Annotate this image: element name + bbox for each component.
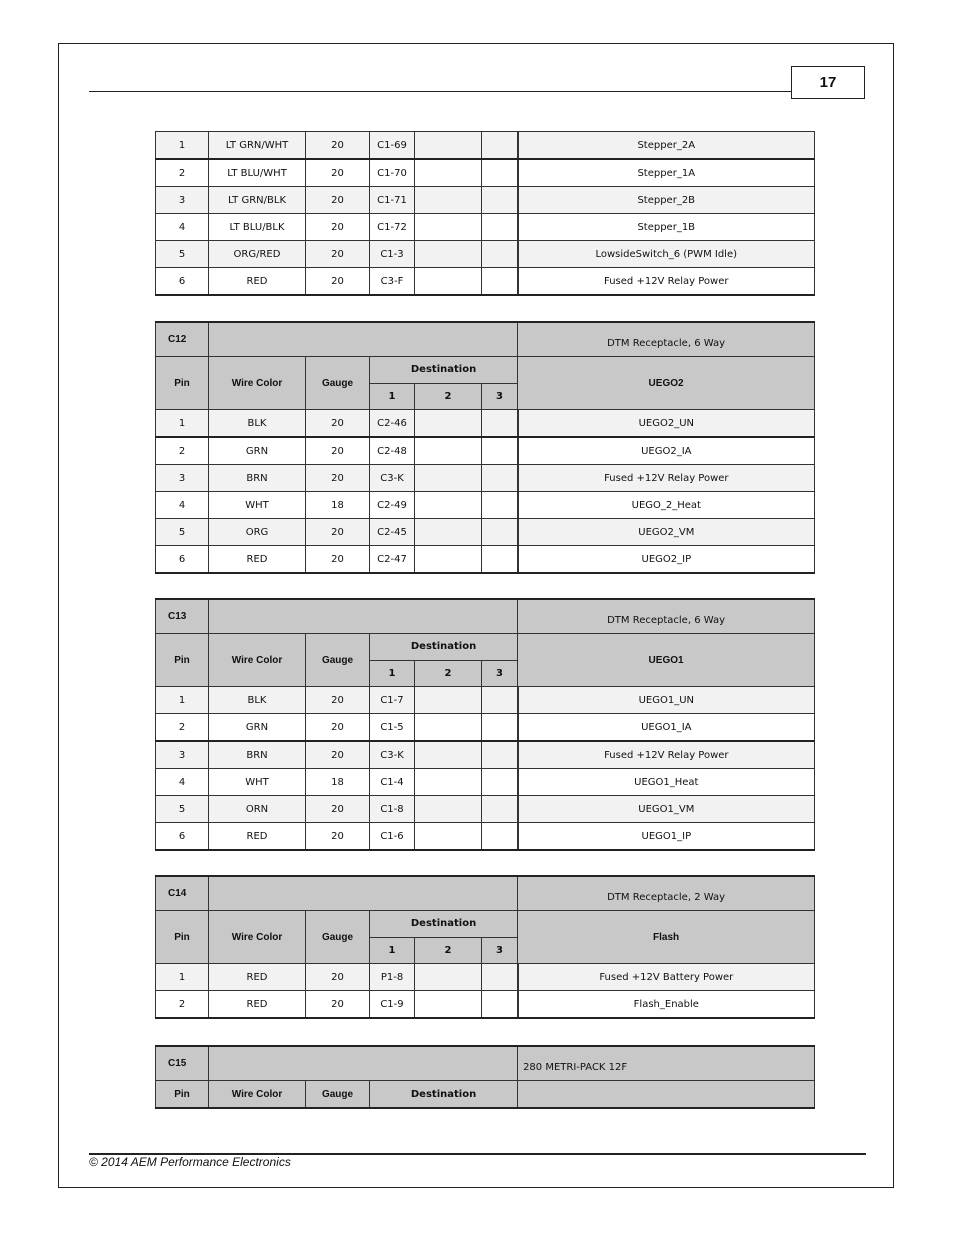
wire-color-header: Wire Color	[209, 357, 306, 410]
description-cell: Fused +12V Relay Power	[518, 465, 815, 492]
pin-cell: 3	[156, 465, 209, 492]
pin-cell: 6	[156, 546, 209, 574]
wire-color-cell: GRN	[209, 714, 306, 742]
pin-header: Pin	[156, 357, 209, 410]
table-row	[156, 268, 815, 296]
gauge-header: Gauge	[306, 357, 370, 410]
pinout-table-continued	[155, 131, 815, 296]
description-cell: UEGO1_Heat	[518, 769, 815, 796]
receptacle-type: DTM Receptacle, 6 Way	[518, 322, 815, 357]
description-cell: UEGO1_IA	[518, 714, 815, 742]
wire-color-cell: LT GRN/WHT	[209, 132, 306, 160]
gauge-cell: 20	[306, 964, 370, 991]
gauge-cell: 18	[306, 769, 370, 796]
destination-2-cell	[415, 187, 482, 214]
destination-3-cell	[482, 132, 518, 160]
pin-cell: 2	[156, 159, 209, 187]
destination-3-cell	[482, 687, 518, 714]
table-row	[156, 241, 815, 268]
gauge-header: Gauge	[306, 1081, 370, 1109]
destination-3-cell	[482, 714, 518, 742]
connector-id: C14	[156, 876, 209, 911]
description-cell: Fused +12V Relay Power	[518, 268, 815, 296]
destination-1-cell: C1-70	[370, 159, 415, 187]
table-row	[156, 465, 815, 492]
destination-3-cell	[482, 796, 518, 823]
description-cell: Fused +12V Battery Power	[518, 964, 815, 991]
destination-2-cell	[415, 465, 482, 492]
destination-1-cell: C1-9	[370, 991, 415, 1019]
pin-cell: 1	[156, 132, 209, 160]
wire-color-cell: RED	[209, 991, 306, 1019]
table-row	[156, 964, 815, 991]
receptacle-type: 280 METRI-PACK 12F	[518, 1046, 815, 1081]
gauge-cell: 20	[306, 991, 370, 1019]
destination-header: Destination	[370, 911, 518, 938]
destination-1-cell: C2-45	[370, 519, 415, 546]
pinout-table-c13	[155, 598, 815, 851]
description-cell: Stepper_2A	[518, 132, 815, 160]
header-spacer	[209, 1046, 518, 1081]
destination-1-cell: C1-3	[370, 241, 415, 268]
destination-1-header: 1	[370, 937, 415, 964]
destination-1-cell: C2-48	[370, 437, 415, 465]
page-number: 17	[791, 66, 865, 99]
gauge-cell: 20	[306, 714, 370, 742]
pin-cell: 4	[156, 214, 209, 241]
pin-header: Pin	[156, 1081, 209, 1109]
table-row	[156, 823, 815, 851]
pin-cell: 4	[156, 769, 209, 796]
wire-color-cell: BRN	[209, 465, 306, 492]
pin-cell: 1	[156, 410, 209, 438]
description-cell: UEGO1_IP	[518, 823, 815, 851]
table-row	[156, 410, 815, 438]
destination-1-cell: C1-4	[370, 769, 415, 796]
gauge-cell: 20	[306, 187, 370, 214]
destination-1-cell: C3-K	[370, 741, 415, 769]
description-cell: Stepper_2B	[518, 187, 815, 214]
destination-header: Destination	[370, 1081, 518, 1109]
table-row	[156, 796, 815, 823]
pin-cell: 2	[156, 714, 209, 742]
table-row	[156, 492, 815, 519]
pin-cell: 6	[156, 268, 209, 296]
wire-color-cell: RED	[209, 964, 306, 991]
header-spacer	[209, 876, 518, 911]
gauge-cell: 20	[306, 268, 370, 296]
header-spacer	[209, 322, 518, 357]
destination-1-cell: C1-69	[370, 132, 415, 160]
destination-2-cell	[415, 492, 482, 519]
wire-color-header: Wire Color	[209, 634, 306, 687]
function-header: UEGO2	[518, 357, 815, 410]
table-row	[156, 214, 815, 241]
destination-header: Destination	[370, 634, 518, 661]
connector-id: C15	[156, 1046, 209, 1081]
receptacle-type: DTM Receptacle, 6 Way	[518, 599, 815, 634]
wire-color-cell: RED	[209, 268, 306, 296]
description-cell: Stepper_1B	[518, 214, 815, 241]
gauge-cell: 20	[306, 214, 370, 241]
wire-color-cell: GRN	[209, 437, 306, 465]
destination-1-header: 1	[370, 383, 415, 410]
description-cell: LowsideSwitch_6 (PWM Idle)	[518, 241, 815, 268]
wire-color-cell: BLK	[209, 410, 306, 438]
gauge-cell: 20	[306, 519, 370, 546]
destination-1-cell: C3-K	[370, 465, 415, 492]
destination-2-header: 2	[415, 937, 482, 964]
destination-2-cell	[415, 823, 482, 851]
pinout-table-c12	[155, 321, 815, 574]
destination-2-cell	[415, 241, 482, 268]
pin-header: Pin	[156, 911, 209, 964]
destination-3-cell	[482, 519, 518, 546]
pin-cell: 2	[156, 991, 209, 1019]
gauge-cell: 20	[306, 410, 370, 438]
destination-3-cell	[482, 187, 518, 214]
destination-3-cell	[482, 241, 518, 268]
destination-3-cell	[482, 546, 518, 574]
gauge-cell: 20	[306, 741, 370, 769]
destination-3-cell	[482, 159, 518, 187]
footer-copyright: © 2014 AEM Performance Electronics	[89, 1155, 291, 1169]
destination-2-cell	[415, 546, 482, 574]
destination-3-cell	[482, 410, 518, 438]
wire-color-cell: ORG	[209, 519, 306, 546]
gauge-cell: 20	[306, 687, 370, 714]
header-rule	[89, 91, 791, 92]
destination-2-cell	[415, 519, 482, 546]
description-cell: UEGO_2_Heat	[518, 492, 815, 519]
destination-2-header: 2	[415, 660, 482, 687]
wire-color-cell: BRN	[209, 741, 306, 769]
wire-color-cell: WHT	[209, 492, 306, 519]
function-header: UEGO1	[518, 634, 815, 687]
pin-cell: 1	[156, 964, 209, 991]
destination-3-cell	[482, 823, 518, 851]
table-row	[156, 437, 815, 465]
gauge-header: Gauge	[306, 911, 370, 964]
pin-cell: 5	[156, 796, 209, 823]
wire-color-header: Wire Color	[209, 911, 306, 964]
wire-color-cell: LT BLU/WHT	[209, 159, 306, 187]
destination-3-cell	[482, 769, 518, 796]
description-cell: UEGO2_IP	[518, 546, 815, 574]
description-cell: UEGO2_IA	[518, 437, 815, 465]
destination-header: Destination	[370, 357, 518, 384]
destination-1-cell: C3-F	[370, 268, 415, 296]
gauge-cell: 20	[306, 796, 370, 823]
wire-color-cell: WHT	[209, 769, 306, 796]
function-header	[518, 1081, 815, 1109]
destination-1-header: 1	[370, 660, 415, 687]
destination-2-cell	[415, 964, 482, 991]
pin-cell: 1	[156, 687, 209, 714]
destination-1-cell: C2-46	[370, 410, 415, 438]
gauge-cell: 20	[306, 823, 370, 851]
wire-color-cell: ORG/RED	[209, 241, 306, 268]
table-row	[156, 132, 815, 160]
destination-2-cell	[415, 437, 482, 465]
destination-3-cell	[482, 492, 518, 519]
destination-1-cell: C2-47	[370, 546, 415, 574]
destination-1-cell: C1-72	[370, 214, 415, 241]
table-row	[156, 991, 815, 1019]
wire-color-cell: LT GRN/BLK	[209, 187, 306, 214]
destination-3-cell	[482, 214, 518, 241]
destination-1-cell: C1-7	[370, 687, 415, 714]
destination-3-header: 3	[482, 660, 518, 687]
destination-1-cell: C1-8	[370, 796, 415, 823]
pin-cell: 6	[156, 823, 209, 851]
gauge-cell: 20	[306, 132, 370, 160]
gauge-header: Gauge	[306, 634, 370, 687]
destination-2-cell	[415, 410, 482, 438]
wire-color-cell: BLK	[209, 687, 306, 714]
description-cell: Fused +12V Relay Power	[518, 741, 815, 769]
gauge-cell: 20	[306, 437, 370, 465]
description-cell: Stepper_1A	[518, 159, 815, 187]
destination-2-cell	[415, 132, 482, 160]
destination-2-cell	[415, 687, 482, 714]
table-row	[156, 769, 815, 796]
gauge-cell: 20	[306, 465, 370, 492]
pin-cell: 2	[156, 437, 209, 465]
table-row	[156, 519, 815, 546]
pin-cell: 3	[156, 187, 209, 214]
wire-color-cell: RED	[209, 546, 306, 574]
receptacle-type: DTM Receptacle, 2 Way	[518, 876, 815, 911]
function-header: Flash	[518, 911, 815, 964]
destination-3-cell	[482, 964, 518, 991]
gauge-cell: 20	[306, 241, 370, 268]
description-cell: UEGO1_UN	[518, 687, 815, 714]
connector-id: C13	[156, 599, 209, 634]
table-row	[156, 159, 815, 187]
table-row	[156, 714, 815, 742]
description-cell: UEGO2_VM	[518, 519, 815, 546]
destination-3-cell	[482, 465, 518, 492]
gauge-cell: 20	[306, 159, 370, 187]
pinout-table-c15	[155, 1045, 815, 1109]
pin-cell: 5	[156, 241, 209, 268]
destination-3-cell	[482, 991, 518, 1019]
wire-color-cell: LT BLU/BLK	[209, 214, 306, 241]
pin-header: Pin	[156, 634, 209, 687]
wire-color-cell: RED	[209, 823, 306, 851]
gauge-cell: 20	[306, 546, 370, 574]
wire-color-cell: ORN	[209, 796, 306, 823]
destination-2-cell	[415, 991, 482, 1019]
table-row	[156, 187, 815, 214]
destination-1-cell: C2-49	[370, 492, 415, 519]
table-row	[156, 546, 815, 574]
header-spacer	[209, 599, 518, 634]
table-row	[156, 741, 815, 769]
description-cell: Flash_Enable	[518, 991, 815, 1019]
wire-color-header: Wire Color	[209, 1081, 306, 1109]
connector-id: C12	[156, 322, 209, 357]
description-cell: UEGO2_UN	[518, 410, 815, 438]
destination-1-cell: C1-71	[370, 187, 415, 214]
pin-cell: 4	[156, 492, 209, 519]
destination-3-header: 3	[482, 937, 518, 964]
destination-3-cell	[482, 437, 518, 465]
description-cell: UEGO1_VM	[518, 796, 815, 823]
pin-cell: 5	[156, 519, 209, 546]
destination-2-header: 2	[415, 383, 482, 410]
destination-3-cell	[482, 741, 518, 769]
destination-2-cell	[415, 714, 482, 742]
destination-2-cell	[415, 214, 482, 241]
destination-2-cell	[415, 741, 482, 769]
destination-2-cell	[415, 796, 482, 823]
destination-2-cell	[415, 769, 482, 796]
destination-1-cell: C1-5	[370, 714, 415, 742]
pinout-table-c14	[155, 875, 815, 1019]
gauge-cell: 18	[306, 492, 370, 519]
destination-1-cell: P1-8	[370, 964, 415, 991]
destination-3-cell	[482, 268, 518, 296]
destination-2-cell	[415, 159, 482, 187]
destination-3-header: 3	[482, 383, 518, 410]
destination-2-cell	[415, 268, 482, 296]
destination-1-cell: C1-6	[370, 823, 415, 851]
pin-cell: 3	[156, 741, 209, 769]
table-row	[156, 687, 815, 714]
